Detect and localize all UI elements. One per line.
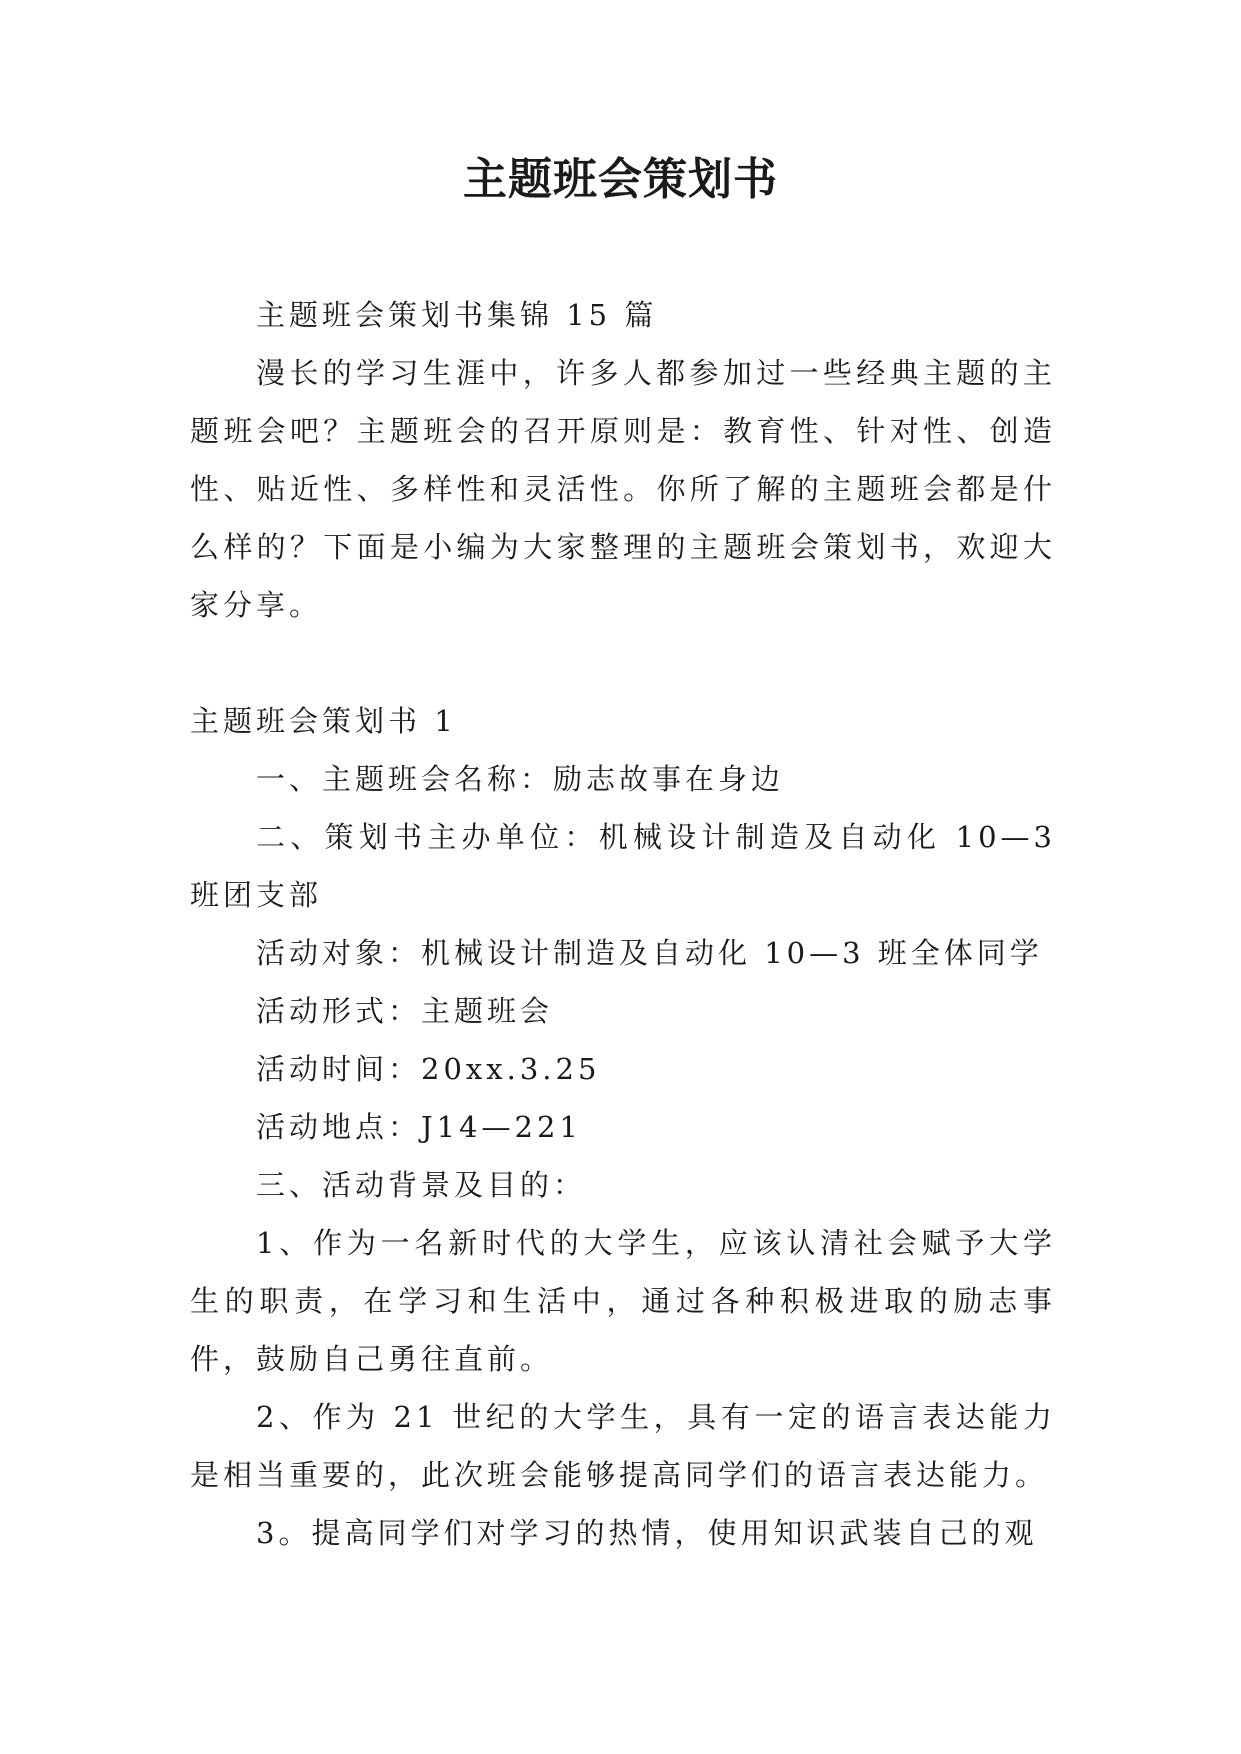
item-background-heading: 三、活动背景及目的：	[256, 1168, 587, 1202]
intro-line: 主题班会策划书集锦 15 篇	[256, 298, 658, 332]
item-time: 活动时间：20xx.3.25	[256, 1052, 601, 1086]
purpose-item-2: 2、作为 21 世纪的大学生，具有一定的语言表达能力是相当重要的，此次班会能够提高同学们的语言表达能力。	[190, 1400, 1056, 1492]
item-theme-name: 一、主题班会名称：励志故事在身边	[256, 762, 785, 796]
section-heading: 主题班会策划书 1	[190, 704, 457, 738]
document-body	[190, 286, 1056, 1562]
purpose-item-3: 3。提高同学们对学习的热情，使用知识武装自己的观	[256, 1516, 1038, 1550]
intro-paragraph: 漫长的学习生涯中，许多人都参加过一些经典主题的主题班会吧？主题班会的召开原则是：教育性、针对性、创造性、贴近性、多样性和灵活性。你所了解的主题班会都是什么样的？下面是小编为大家整理的主题班会策划书，欢迎大家分享。	[190, 356, 1056, 622]
item-location: 活动地点：J14—221	[256, 1110, 582, 1144]
purpose-item-1: 1、作为一名新时代的大学生，应该认清社会赋予大学生的职责，在学习和生活中，通过各种积极进取的励志事件，鼓励自己勇往直前。	[190, 1226, 1056, 1376]
item-organizer: 二、策划书主办单位：机械设计制造及自动化 10—3 班团支部	[190, 820, 1056, 912]
item-participants: 活动对象：机械设计制造及自动化 10—3 班全体同学	[256, 936, 1043, 970]
document-title: 主题班会策划书	[463, 154, 778, 205]
item-format: 活动形式：主题班会	[256, 994, 554, 1028]
section-gap	[190, 634, 1056, 692]
